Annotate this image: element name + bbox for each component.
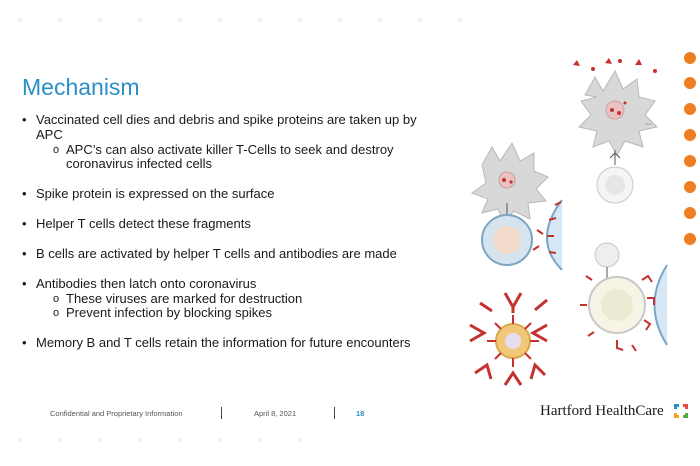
b-cell-illustration — [572, 240, 672, 355]
footer-separator — [334, 407, 335, 419]
bullet-list — [22, 112, 442, 365]
bullet-text: Vaccinated cell dies and debris and spike proteins are taken up by APC — [36, 112, 417, 142]
helper-t-cell-illustration — [467, 140, 582, 270]
bullet-item — [22, 276, 442, 320]
bullet-text: B cells are activated by helper T cells and antibodies are made — [36, 246, 397, 261]
antibody-virus-illustration — [465, 285, 565, 390]
bullet-text: Memory B and T cells retain the information for future encounters — [36, 335, 411, 350]
bullet-item — [22, 246, 442, 261]
hartford-logo-icon — [672, 402, 690, 420]
orange-dots — [684, 52, 696, 245]
decorative-dots — [680, 50, 700, 250]
bullet-text: Helper T cells detect these fragments — [36, 216, 251, 231]
bullet-item — [22, 335, 442, 350]
footer-separator — [221, 407, 222, 419]
sub-bullet-item: o APC’s can also activate killer T-Cells to seek and destroy coronavirus infected cells — [53, 143, 442, 171]
footer-confidential: Confidential and Proprietary Information — [50, 409, 183, 418]
footer-date: April 8, 2021 — [254, 409, 297, 418]
bullet-text: Spike protein is expressed on the surface — [36, 186, 275, 201]
sub-bullet-item: o These viruses are marked for destruction — [53, 292, 442, 306]
sub-bullet-item: o Prevent infection by blocking spikes — [53, 306, 442, 320]
slide-title: Mechanism — [22, 74, 140, 100]
sub-bullet-list — [36, 143, 442, 171]
bullet-item — [22, 112, 442, 171]
page-number: 18 — [356, 409, 365, 418]
bullet-text: Antibodies then latch onto coronavirus — [36, 276, 257, 291]
logo-text: Hartford HealthCare — [540, 403, 664, 419]
svg-text:label: label — [645, 122, 652, 126]
bullet-item — [22, 216, 442, 231]
sub-bullet-list — [36, 292, 442, 320]
bullet-item — [22, 186, 442, 201]
